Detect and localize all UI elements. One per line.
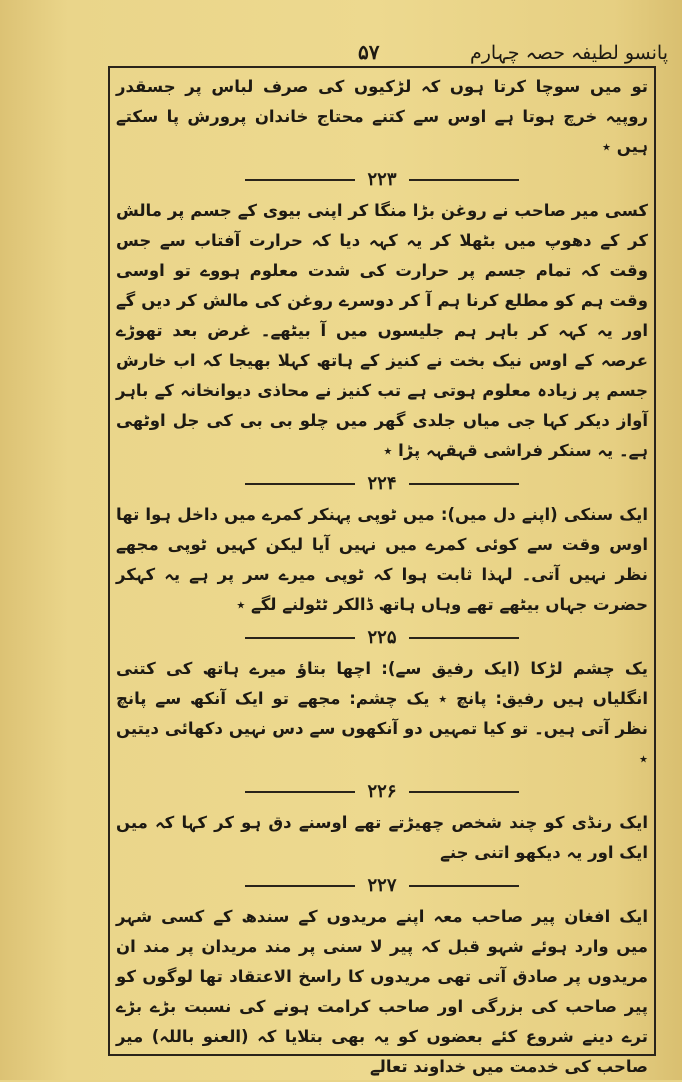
joke-text: ایک افغان پیر صاحب معہ اپنے مریدوں کے سندھ کے کسی شہر میں وارد ہوئے شہو قبل کہ پیر لا سنی پر مند مریدان پر مند ان مریدوں پر صادق آتی تھی مریدوں کا راسخ الاعتقاد تھا لوگوں کو پیر صاحب کی بزرگی اور صاحب کرامت ہونے کی نسبت بڑے بڑے ترے دینے شروع کئے بعضوں کو یہ بھی بتلایا کہ (العنو باللہ) میر صاحب کی خدمت میں خداوند تعالے xyxy=(116,907,648,1076)
separator-line xyxy=(409,179,519,181)
page-header xyxy=(100,38,668,66)
separator-line xyxy=(409,637,519,639)
joke-number: ۲۲۳ xyxy=(367,169,397,190)
joke-number: ۲۲۵ xyxy=(367,627,397,648)
joke-separator xyxy=(112,166,652,194)
separator-line xyxy=(409,483,519,485)
page-content xyxy=(112,72,652,1076)
intro-paragraph: تو میں سوچا کرتا ہوں کہ لڑکیوں کی صرف لباس پر جسقدر روپیہ خرچ ہوتا ہے اوس سے کتنے محتاج خاندان پرورش پا سکتے ہیں ٭ xyxy=(116,77,648,156)
joke-number: ۲۲۷ xyxy=(367,875,397,896)
joke-text: کسی میر صاحب نے روغن بڑا منگا کر اپنی بیوی کے جسم پر مالش کر کے دھوپ میں بٹھلا کر یہ کہہ دیا کہ حرارت آفتاب سے جس وقت کہ تمام جسم پر حرارت کی شدت معلوم ہووے تو اوسی وقت ہم کو مطلع کرنا ہم آ کر دوسرے روغن کی مالش کر دیں گے اور یہ کہہ کر باہر ہم جلیسوں میں آ بیٹھے۔ غرض بعد تھوڑے عرصہ کے اوس نیک بخت نے کنیز کے ہاتھ کہلا بھیجا کہ اب خارش جسم پر زیادہ معلوم ہوتی ہے تب کنیز نے محاذی دیوانخانہ کے باہر آواز دیکر کہا جی میاں جلدی گھر میں چلو بی بی کی جل اوٹھی ہے۔ یہ سنکر فراشی قہقہہ پڑا ٭ xyxy=(116,201,648,460)
page-number: ۵۷ xyxy=(358,40,380,64)
separator-line xyxy=(409,885,519,887)
joke-separator xyxy=(112,872,652,900)
joke-separator xyxy=(112,470,652,498)
joke-text: ایک رنڈی کو چند شخص چھیڑتے تھے اوسنے دق ہو کر کہا کہ میں ایک اور یہ دیکھو اتنی جنے xyxy=(116,813,648,862)
separator-line xyxy=(409,791,519,793)
running-title: پانسو لطیفہ حصہ چہارم xyxy=(469,42,668,64)
separator-line xyxy=(245,885,355,887)
separator-line xyxy=(245,637,355,639)
joke-separator xyxy=(112,624,652,652)
joke-number: ۲۲۴ xyxy=(367,473,397,494)
joke-separator xyxy=(112,778,652,806)
separator-line xyxy=(245,483,355,485)
joke-text: ایک سنکی (اپنے دل میں): میں ٹوپی پہنکر کمرے میں داخل ہوا تھا اوس وقت سے کوئی کمرے میں نہیں آیا لیکن کہیں ٹوپی مجھے نظر نہیں آتی۔ لہذا ثابت ہوا کہ ٹوپی میرے سر پر ہے یہ کہکر حضرت جہاں بیٹھے تھے وہاں ہاتھ ڈالکر ٹٹولنے لگے ٭ xyxy=(116,505,648,614)
joke-text: یک چشم لڑکا (ایک رفیق سے): اچھا بتاؤ میرے ہاتھ کی کتنی انگلیاں ہیں رفیق: پانچ ٭ یک چشم: مجھے تو ایک آنکھ سے پانچ نظر آتی ہیں۔ تو کیا تمہیں دو آنکھوں سے دس نہیں دکھائی دیتیں ٭ xyxy=(116,659,648,768)
joke-number: ۲۲۶ xyxy=(367,781,397,802)
separator-line xyxy=(245,179,355,181)
separator-line xyxy=(245,791,355,793)
